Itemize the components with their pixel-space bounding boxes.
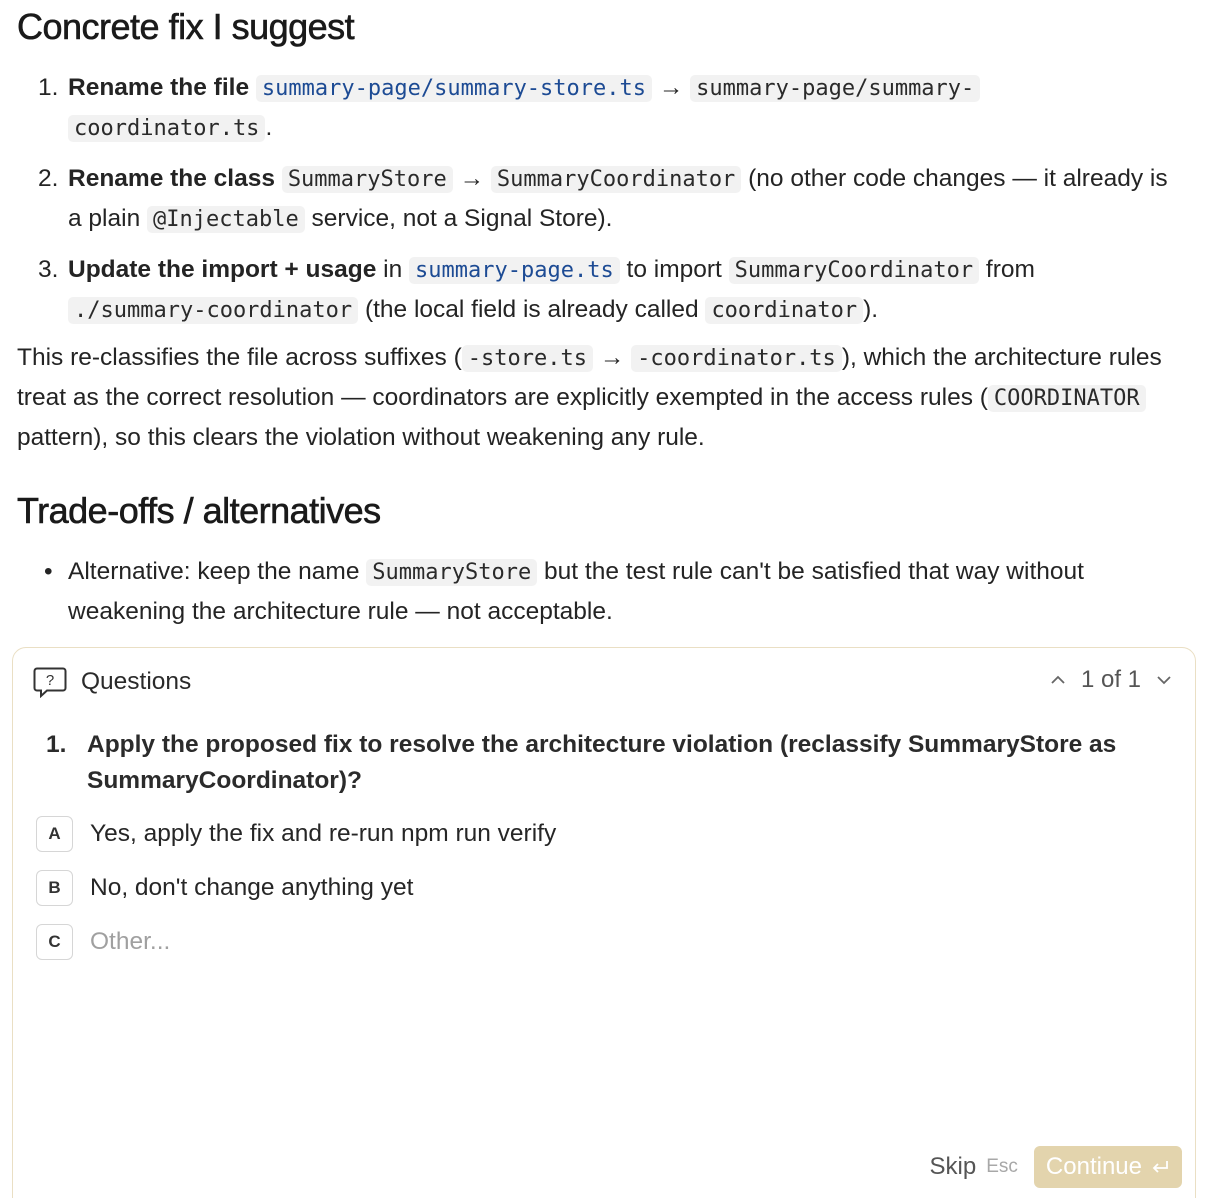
list-item: 1. Rename the file summary-page/summary-store.ts → summary-page/summary- coordinator.ts . xyxy=(17,68,1187,148)
fix-steps-list xyxy=(17,68,1187,341)
option-other[interactable] xyxy=(36,924,170,960)
option-b[interactable] xyxy=(36,870,413,906)
enter-key-icon xyxy=(1150,1159,1170,1175)
suffix-code: -coordinator.ts xyxy=(631,345,842,372)
import-path-code: ./summary-coordinator xyxy=(68,297,358,324)
list-item: 3. Update the import + usage in summary-page.ts to import SummaryCoordinator from ./summary-coordinator (the local field is already called coordinator ). xyxy=(38,256,1035,323)
questions-header xyxy=(33,666,191,698)
questions-panel xyxy=(12,647,1196,1198)
pager-count: 1 of 1 xyxy=(1080,666,1141,693)
step-bold-label: Update the import + usage xyxy=(68,256,377,283)
section-heading-tradeoffs: Trade-offs / alternatives xyxy=(17,490,381,531)
questions-title: Questions xyxy=(81,668,192,695)
option-key: C xyxy=(36,924,73,960)
pattern-code: COORDINATOR xyxy=(988,385,1146,412)
class-name-code: SummaryStore xyxy=(282,166,453,193)
class-name-code: SummaryStore xyxy=(366,559,537,586)
arrow-icon: → xyxy=(599,344,625,371)
question-bubble-icon xyxy=(33,666,67,698)
bullet-icon: • xyxy=(44,558,53,585)
field-name-code: coordinator xyxy=(705,297,863,324)
option-label: Yes, apply the fix and re-run npm run verify xyxy=(90,820,557,847)
list-item: • Alternative: keep the name SummaryStore but the test rule can't be satisfied that way without weakening the architecture rule — not acceptable. xyxy=(17,552,1187,631)
other-input[interactable]: Other... xyxy=(90,928,171,955)
panel-footer xyxy=(930,1146,1182,1188)
continue-button[interactable]: Continue xyxy=(1034,1146,1182,1188)
class-name-code: SummaryCoordinator xyxy=(729,257,979,284)
question-pager xyxy=(1049,666,1173,694)
chevron-up-icon[interactable] xyxy=(1049,671,1067,689)
skip-shortcut-hint: Esc xyxy=(986,1156,1018,1177)
explanation-paragraph: This re-classifies the file across suffixes ( -store.ts → -coordinator.ts ), which the architecture rules treat as the correct resolution — coordinators are explicitly exempted in the access rules ( COORDINATOR pattern), so this clears the violation without weakening any rule. xyxy=(17,344,1162,451)
skip-button[interactable]: Skip xyxy=(929,1153,977,1180)
chevron-down-icon[interactable] xyxy=(1155,671,1173,689)
new-file-path-code-cont: coordinator.ts xyxy=(68,115,265,142)
step-bold-label: Rename the file xyxy=(68,74,250,101)
file-path-code[interactable]: summary-page.ts xyxy=(409,257,620,284)
step-bold-label: Rename the class xyxy=(68,165,275,192)
decorator-code: @Injectable xyxy=(147,206,305,233)
question-text: 1. Apply the proposed fix to resolve the architecture violation (reclassify SummaryStore as SummaryCoordinator)? xyxy=(46,731,1117,794)
arrow-icon: → xyxy=(658,74,684,101)
suffix-code: -store.ts xyxy=(462,345,593,372)
file-path-code[interactable]: summary-page/summary-store.ts xyxy=(256,75,652,102)
alternatives-list xyxy=(17,552,1187,642)
new-class-name-code: SummaryCoordinator xyxy=(491,166,741,193)
arrow-icon: → xyxy=(459,165,485,192)
option-key: A xyxy=(36,816,73,852)
option-a[interactable] xyxy=(36,816,556,852)
new-file-path-code: summary-page/summary- xyxy=(690,75,980,102)
option-label: No, don't change anything yet xyxy=(90,874,414,901)
list-item: 2. Rename the class SummaryStore → SummaryCoordinator (no other code changes — it already is a plain @Injectable service, not a Signal Store). xyxy=(38,165,1168,232)
option-key: B xyxy=(36,870,73,906)
svg-text:?: ? xyxy=(45,672,55,689)
section-heading-concrete-fix: Concrete fix I suggest xyxy=(17,6,355,47)
